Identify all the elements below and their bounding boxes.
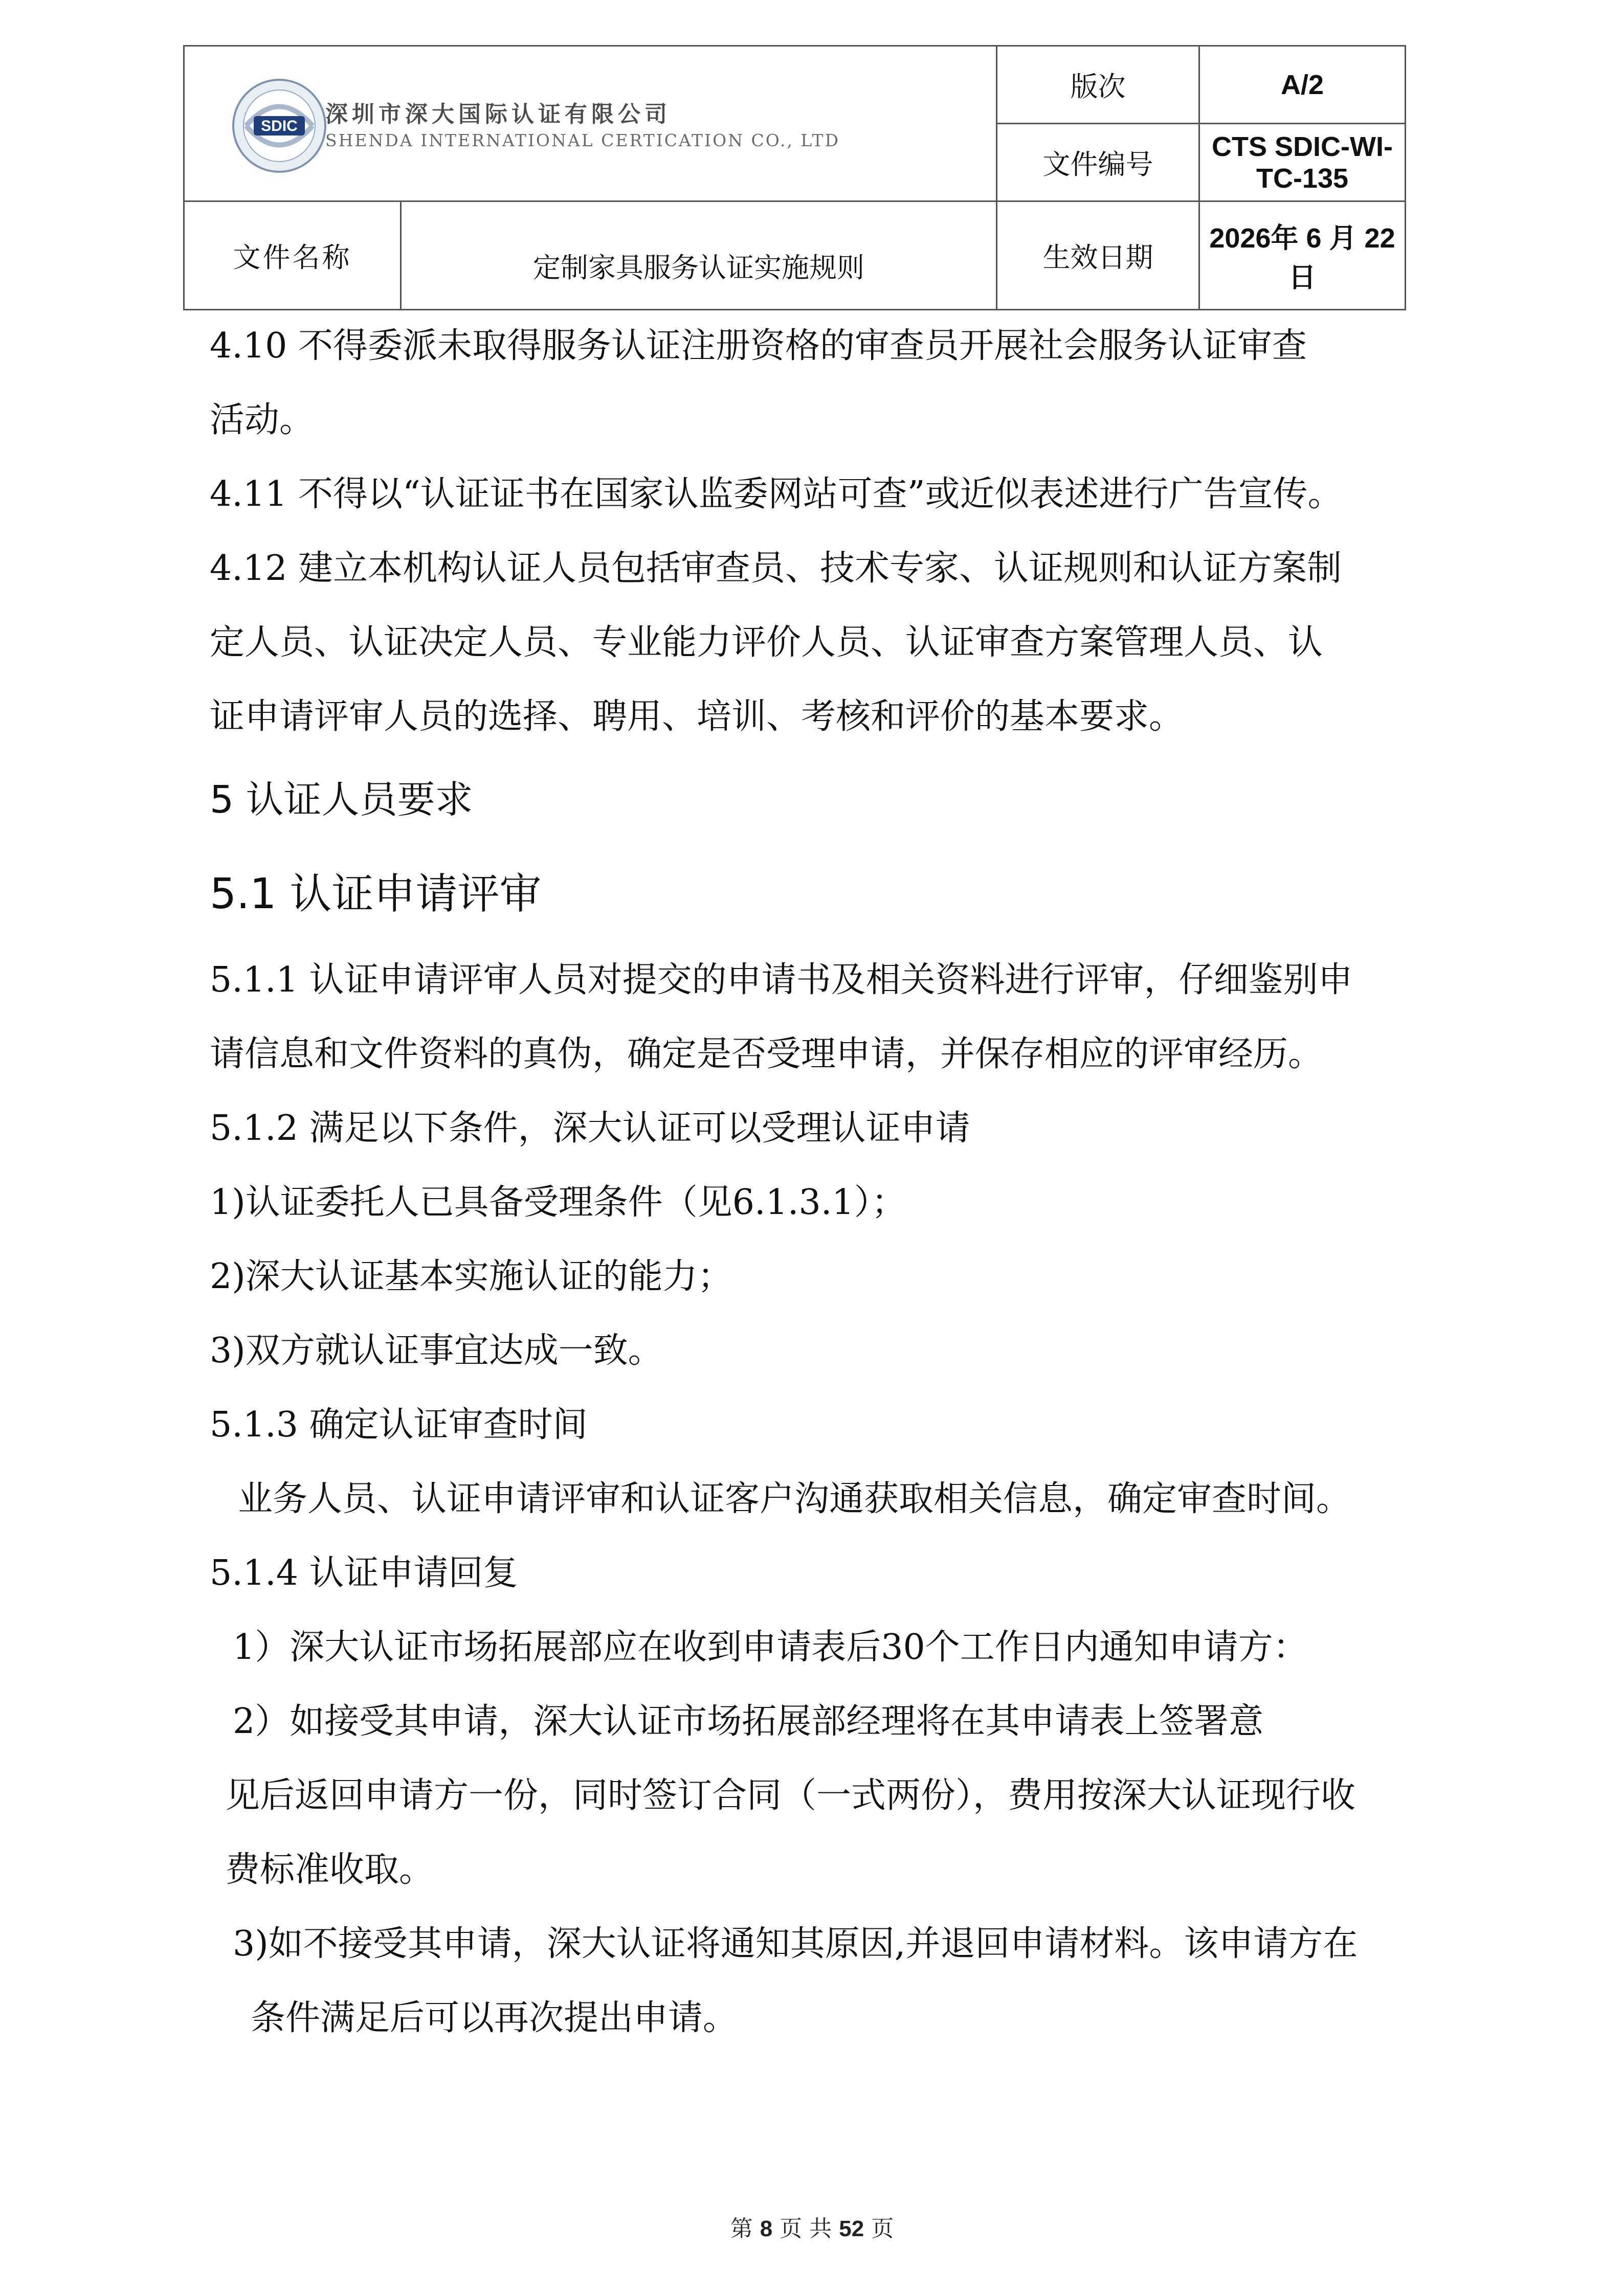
doc-name-label: 文件名称 xyxy=(184,201,401,310)
doc-name-value: 定制家具服务认证实施规则 xyxy=(401,201,997,310)
footer-prefix: 第 xyxy=(730,2216,753,2242)
total-page-count: 52 xyxy=(839,2216,864,2241)
condition-item-1: 1)认证委托人已具备受理条件（见6.1.3.1）； xyxy=(210,1182,906,1223)
document-body xyxy=(210,309,1488,2055)
reply-item-2-line-3: 费标准收取。 xyxy=(225,1850,434,1890)
sdic-seal-icon xyxy=(231,77,328,174)
page-footer xyxy=(0,2210,1624,2243)
clause-4-10-line-2: 活动。 xyxy=(210,400,315,440)
current-page-number: 8 xyxy=(760,2216,773,2241)
section-5-heading: 5 认证人员要求 xyxy=(210,778,473,822)
reply-item-2-line-2: 见后返回申请方一份，同时签订合同（一式两份），费用按深大认证现行收 xyxy=(225,1775,1356,1816)
clause-5-1-1-line-1: 5.1.1 认证申请评审人员对提交的申请书及相关资料进行评审，仔细鉴别申 xyxy=(210,960,1353,1000)
reply-item-3-line-1: 3)如不接受其申请，深大认证将通知其原因,并退回申请材料。该申请方在 xyxy=(233,1924,1358,1964)
clause-5-1-2: 5.1.2 满足以下条件，深大认证可以受理认证申请 xyxy=(210,1108,970,1149)
company-name-cn: 深圳市深大国际认证有限公司 xyxy=(325,101,671,127)
document-header-table xyxy=(183,45,1406,310)
doc-number-label: 文件编号 xyxy=(997,124,1199,201)
company-name-en: SHENDA INTERNATIONAL CERTICATION CO., LTD xyxy=(325,130,840,150)
footer-middle: 页 共 xyxy=(780,2216,832,2242)
clause-5-1-4: 5.1.4 认证申请回复 xyxy=(210,1553,518,1593)
clause-5-1-3: 5.1.3 确定认证审查时间 xyxy=(210,1405,588,1445)
footer-suffix: 页 xyxy=(871,2216,894,2242)
reply-item-1: 1）深大认证市场拓展部应在收到申请表后30个工作日内通知申请方： xyxy=(233,1627,1308,1668)
version-label: 版次 xyxy=(997,46,1199,124)
company-logo xyxy=(231,77,840,179)
clause-4-12-line-3: 证申请评审人员的选择、聘用、培训、考核和评价的基本要求。 xyxy=(210,696,1184,737)
clause-5-1-3-body: 业务人员、认证申请评审和认证客户沟通获取相关信息，确定审查时间。 xyxy=(238,1479,1351,1519)
clause-5-1-1-line-2: 请信息和文件资料的真伪，确定是否受理申请，并保存相应的评审经历。 xyxy=(210,1034,1323,1074)
clause-4-12-line-2: 定人员、认证决定人员、专业能力评价人员、认证审查方案管理人员、认 xyxy=(210,622,1323,663)
doc-number-value: CTS SDIC-WI-TC-135 xyxy=(1199,124,1406,201)
clause-4-12-line-1: 4.12 建立本机构认证人员包括审查员、技术专家、认证规则和认证方案制 xyxy=(210,548,1342,589)
company-logo-cell xyxy=(184,46,997,201)
reply-item-2-line-1: 2）如接受其申请，深大认证市场拓展部经理将在其申请表上签署意 xyxy=(233,1701,1264,1742)
effective-date-label: 生效日期 xyxy=(997,201,1199,310)
effective-date-value: 2026年 6 月 22 日 xyxy=(1199,201,1406,310)
clause-4-11: 4.11 不得以“认证证书在国家认监委网站可查”或近似表述进行广告宣传。 xyxy=(210,474,1343,514)
reply-item-3-line-2: 条件满足后可以再次提出申请。 xyxy=(251,1998,738,2038)
svg-text:SDIC: SDIC xyxy=(261,118,298,134)
version-value: A/2 xyxy=(1199,46,1406,124)
condition-item-3: 3)双方就认证事宜达成一致。 xyxy=(210,1331,663,1371)
section-5-1-heading: 5.1 认证申请评审 xyxy=(210,870,542,918)
condition-item-2: 2)深大认证基本实施认证的能力； xyxy=(210,1256,732,1297)
clause-4-10-line-1: 4.10 不得委派未取得服务认证注册资格的审查员开展社会服务认证审查 xyxy=(210,326,1307,366)
